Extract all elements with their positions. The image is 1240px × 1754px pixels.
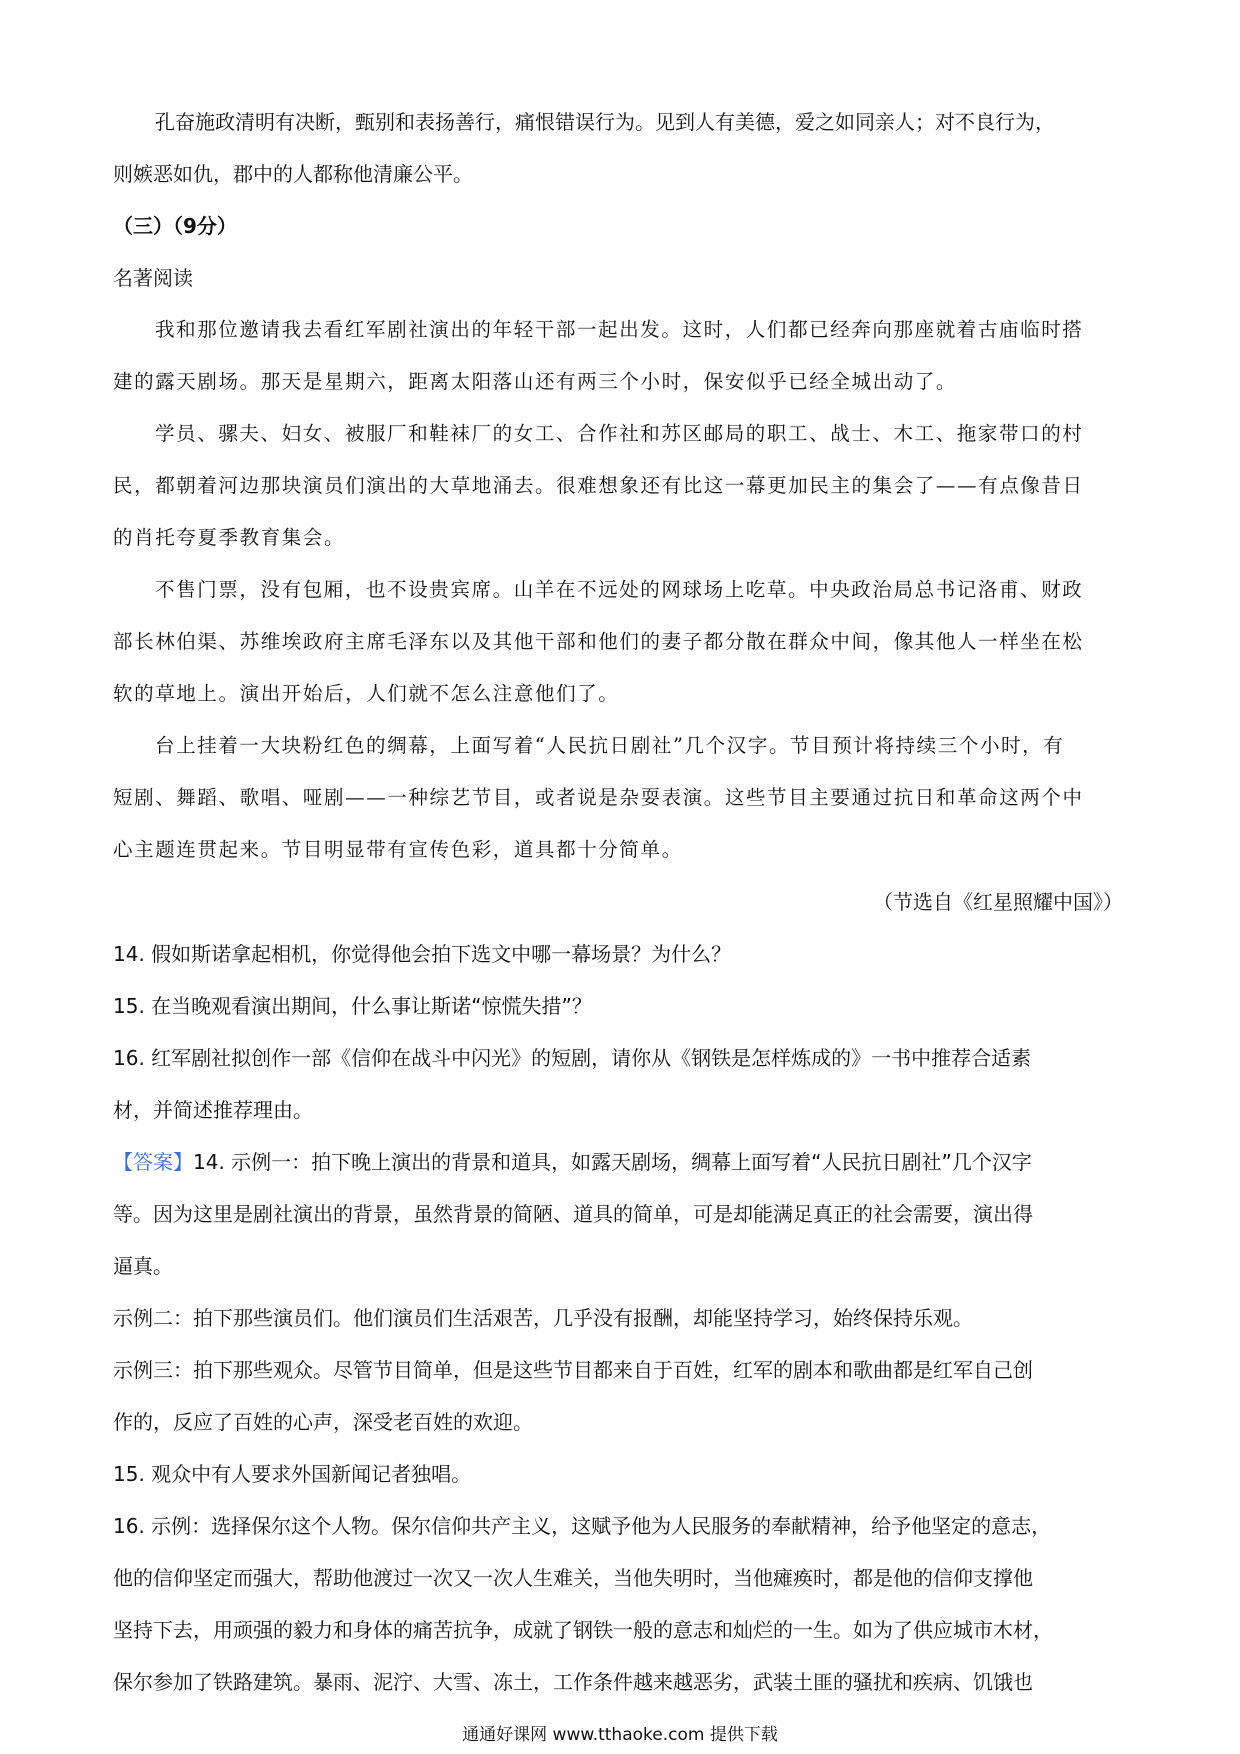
intro-line: 则嫉恶如仇，郡中的人都称他清廉公平。	[113, 162, 473, 186]
answer-14-first-line	[113, 1136, 1127, 1188]
document-page	[113, 96, 1127, 1708]
answer-14-text: 14. 示例一：拍下晚上演出的背景和道具，如露天剧场，绸幕上面写着“人民抗日剧社”几个汉字	[193, 1150, 1032, 1174]
passage-line: 台上挂着一大块粉红色的绸幕，上面写着“人民抗日剧社”几个汉字。节目预计将持续三个小时，有	[155, 734, 1065, 757]
answer-14-line: 作的，反应了百姓的心声，深受老百姓的欢迎。	[113, 1410, 533, 1434]
section-title: （三）（9分）	[113, 214, 237, 238]
intro-line: 孔奋施政清明有决断，甄别和表扬善行，痛恨错误行为。见到人有美德，爱之如同亲人；对不良行为，	[155, 110, 1055, 134]
answer-14-line: 等。因为这里是剧社演出的背景，虽然背景的简陋、道具的简单，可是却能满足真正的社会需要，演出得	[113, 1202, 1033, 1226]
section-subtitle: 名著阅读	[113, 266, 193, 290]
answer-tag: 【答案】	[113, 1150, 193, 1174]
passage-line: 部长林伯渠、苏维埃政府主席毛泽东以及其他干部和他们的妻子都分散在群众中间，像其他人一样坐在松	[113, 630, 1084, 653]
reading-passage	[113, 304, 1127, 928]
passage-line: 民，都朝着河边那块演员们演出的大草地涌去。很难想象还有比这一幕更加民主的集会了——有点像昔日	[113, 474, 1084, 497]
questions	[113, 928, 1127, 1136]
answer-16-line: 他的信仰坚定而强大，帮助他渡过一次又一次人生难关，当他失明时，当他瘫痪时，都是他的信仰支撑他	[113, 1566, 1033, 1590]
passage-source: （节选自《红星照耀中国》）	[873, 890, 1123, 914]
passage-line: 心主题连贯起来。节目明显带有宣传色彩，道具都十分简单。	[113, 838, 683, 861]
passage-line: 不售门票，没有包厢，也不设贵宾席。山羊在不远处的网球场上吃草。中央政治局总书记洛甫、财政	[155, 578, 1084, 601]
answer-14-line: 逼真。	[113, 1254, 173, 1278]
question-16-line: 材，并简述推荐理由。	[113, 1098, 313, 1122]
passage-line: 软的草地上。演出开始后，人们就不怎么注意他们了。	[113, 682, 620, 705]
answer-section	[113, 1136, 1127, 1708]
answer-15: 15. 观众中有人要求外国新闻记者独唱。	[113, 1462, 472, 1486]
question-14: 14. 假如斯诺拿起相机，你觉得他会拍下选文中哪一幕场景？为什么？	[113, 942, 732, 966]
passage-line: 我和那位邀请我去看红军剧社演出的年轻干部一起出发。这时，人们都已经奔向那座就着古庙临时搭	[155, 318, 1084, 341]
question-15: 15. 在当晚观看演出期间，什么事让斯诺“惊慌失措”？	[113, 994, 592, 1018]
passage-line: 的肖托夸夏季教育集会。	[113, 526, 346, 549]
answer-14-line: 示例二：拍下那些演员们。他们演员们生活艰苦，几乎没有报酬，却能坚持学习，始终保持乐观。	[113, 1306, 973, 1330]
passage-line: 学员、骡夫、妇女、被服厂和鞋袜厂的女工、合作社和苏区邮局的职工、战士、木工、拖家带口的村	[155, 422, 1084, 445]
answer-16-line: 16. 示例：选择保尔这个人物。保尔信仰共产主义，这赋予他为人民服务的奉献精神，给予他坚定的意志，	[113, 1514, 1052, 1538]
page-footer: 通通好课网 www.tthaoke.com 提供下载	[462, 1725, 778, 1745]
passage-line: 建的露天剧场。那天是星期六，距离太阳落山还有两三个小时，保安似乎已经全城出动了。	[113, 370, 958, 393]
answer-16-line: 坚持下去，用顽强的毅力和身体的痛苦抗争，成就了钢铁一般的意志和灿烂的一生。如为了供应城市木材，	[113, 1618, 1053, 1642]
question-16-line: 16. 红军剧社拟创作一部《信仰在战斗中闪光》的短剧，请你从《钢铁是怎样炼成的》一书中推荐合适素	[113, 1046, 1032, 1070]
answer-14-line: 示例三：拍下那些观众。尽管节目简单，但是这些节目都来自于百姓，红军的剧本和歌曲都是红军自己创	[113, 1358, 1033, 1382]
passage-line: 短剧、舞蹈、歌唱、哑剧——一种综艺节目，或者说是杂耍表演。这些节目主要通过抗日和革命这两个中	[113, 786, 1084, 809]
answer-16-line: 保尔参加了铁路建筑。暴雨、泥泞、大雪、冻土，工作条件越来越恶劣，武装土匪的骚扰和疾病、饥饿也	[113, 1670, 1033, 1694]
